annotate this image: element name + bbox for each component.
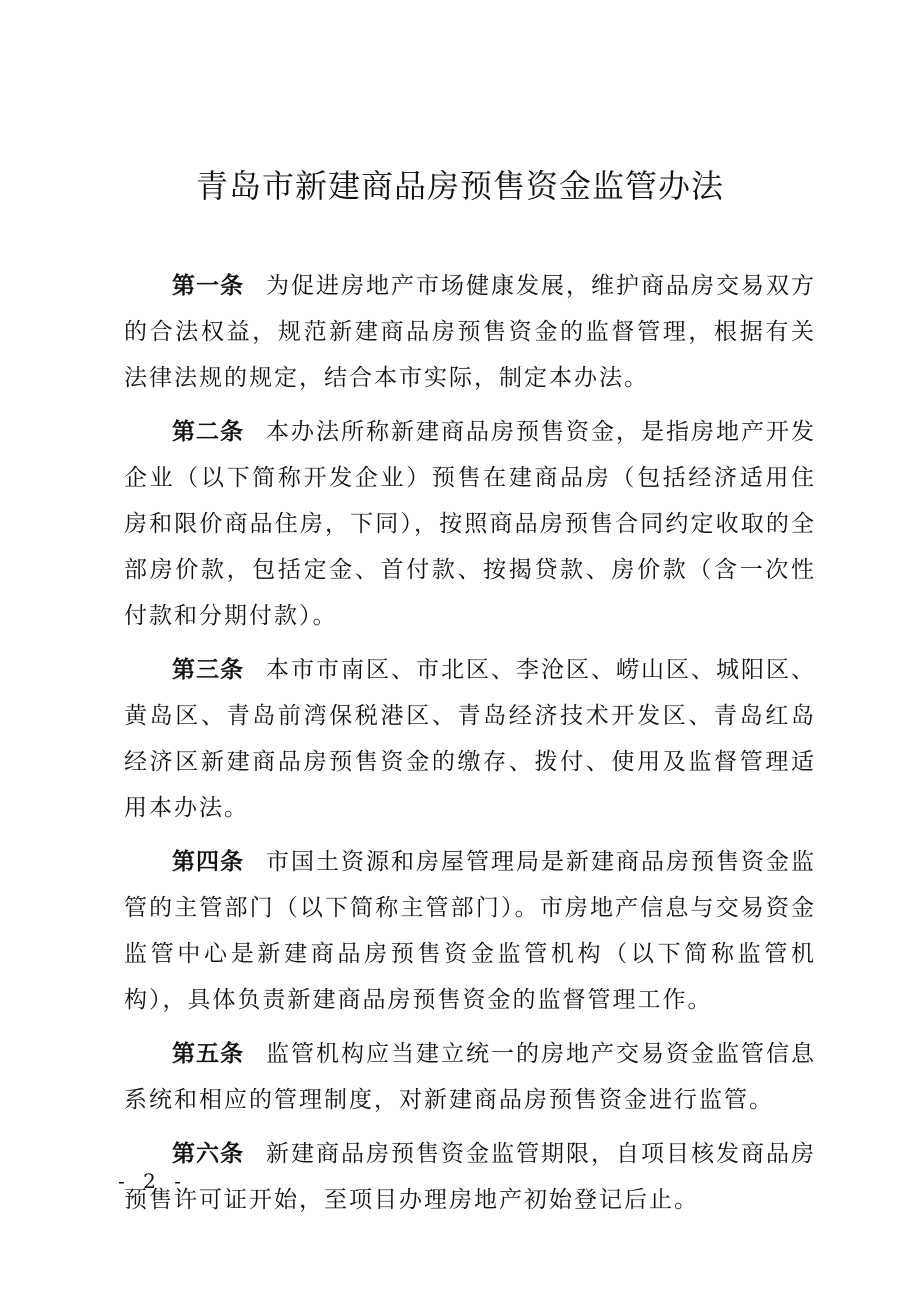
article-list: [124, 263, 816, 1231]
article-text: 市国土资源和房屋管理局是新建商品房预售资金监管的主管部门（以下简称主管部门）。市房地产信息与交易资金监管中心是新建商品房预售资金监管机构（以下简称监管机构），具体负责新建商品房预售资金的监督管理工作。: [124, 849, 816, 1013]
article-6: [124, 1131, 816, 1223]
article-label: 第一条: [172, 273, 244, 299]
article-5: [124, 1031, 816, 1123]
article-label: 第五条: [172, 1041, 244, 1067]
document-title: 青岛市新建商品房预售资金监管办法: [195, 167, 724, 205]
article-4: [124, 839, 816, 1023]
article-text: 本办法所称新建商品房预售资金，是指房地产开发企业（以下简称开发企业）预售在建商品房（包括经济适用住房和限价商品住房，下同），按照商品房预售合同约定收取的全部房价款，包括定金、首付款、按揭贷款、房价款（含一次性付款和分期付款）。: [124, 419, 816, 629]
article-text: 监管机构应当建立统一的房地产交易资金监管信息系统和相应的管理制度，对新建商品房预售资金进行监管。: [124, 1041, 816, 1113]
article-label: 第六条: [172, 1141, 244, 1167]
article-text: 本市市南区、市北区、李沧区、崂山区、城阳区、黄岛区、青岛前湾保税港区、青岛经济技术开发区、青岛红岛经济区新建商品房预售资金的缴存、拨付、使用及监督管理适用本办法。: [124, 657, 816, 821]
page-number: - 2 -: [118, 1169, 187, 1193]
article-label: 第三条: [172, 657, 244, 683]
article-3: [124, 647, 816, 831]
article-1: [124, 263, 816, 401]
article-text: 新建商品房预售资金监管期限，自项目核发商品房预售许可证开始，至项目办理房地产初始登记后止。: [124, 1141, 816, 1213]
article-label: 第四条: [172, 849, 244, 875]
article-2: [124, 409, 816, 639]
article-label: 第二条: [172, 419, 244, 445]
article-text: 为促进房地产市场健康发展，维护商品房交易双方的合法权益，规范新建商品房预售资金的监督管理，根据有关法律法规的规定，结合本市实际，制定本办法。: [124, 273, 816, 391]
